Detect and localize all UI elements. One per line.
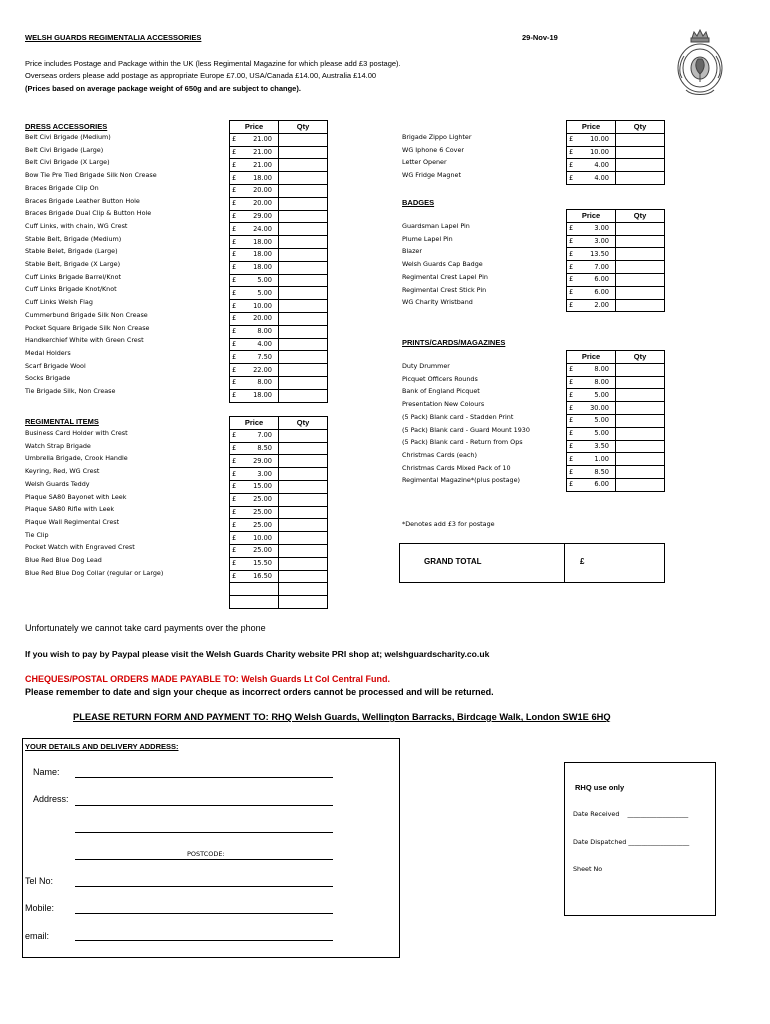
badge-row <box>567 222 665 235</box>
print-row <box>567 414 665 427</box>
dress-row <box>230 133 328 146</box>
print-price: £ 8.00 <box>567 363 616 376</box>
dress-item-name: Socks Brigade <box>25 374 71 383</box>
badge-item-name: Plume Lapel Pin <box>402 234 453 243</box>
address-field-line1[interactable] <box>75 805 333 806</box>
dress-price: £ 18.00 <box>230 172 279 185</box>
name-field[interactable] <box>75 777 333 778</box>
paypal-note: If you wish to pay by Paypal please visit the Welsh Guards Charity website PRI shop at; welshguardscharity.co.uk <box>25 649 490 659</box>
misc-item-name: WG Fridge Magnet <box>402 171 461 180</box>
badge-price: £ 6.00 <box>567 273 616 286</box>
delivery-details-heading: YOUR DETAILS AND DELIVERY ADDRESS: <box>25 742 179 751</box>
dress-price: £ 18.00 <box>230 236 279 249</box>
print-item-name: Christmas Cards (each) <box>402 450 477 459</box>
dress-row <box>230 159 328 172</box>
regimental-item-name: Keyring, Red, WG Crest <box>25 467 100 476</box>
misc-item-name: Letter Opener <box>402 158 447 167</box>
dress-item-name: Scarf Brigade Wool <box>25 361 86 370</box>
postage-info-line1: Price includes Postage and Package within the UK (less Regimental Magazine for which please add £3 postage). <box>25 59 401 68</box>
dress-qty-input[interactable] <box>279 133 328 146</box>
regimental-row <box>230 532 328 545</box>
print-row <box>567 376 665 389</box>
regimental-price: £ 16.50 <box>230 570 279 583</box>
dress-item-name: Braces Brigade Clip On <box>25 183 99 192</box>
form-date: 29-Nov-19 <box>522 33 558 42</box>
dress-item-name: Braces Brigade Leather Button Hole <box>25 196 140 205</box>
dress-price: £ 8.00 <box>230 325 279 338</box>
dress-row <box>230 389 328 402</box>
grand-total-label: GRAND TOTAL <box>424 557 482 566</box>
dress-row <box>230 172 328 185</box>
postage-footnote: *Denotes add £3 for postage <box>402 520 495 528</box>
email-field[interactable] <box>75 940 333 941</box>
regimental-qty-input[interactable] <box>279 506 328 519</box>
badge-price: £ 3.00 <box>567 222 616 235</box>
qty-column-header: Qty <box>616 121 665 134</box>
dress-row <box>230 364 328 377</box>
tel-label: Tel No: <box>25 876 54 886</box>
badge-qty-input[interactable] <box>616 273 665 286</box>
regimental-price: £ 25.00 <box>230 506 279 519</box>
dress-item-name: Cuff Links Brigade Barrel/Knot <box>25 272 121 281</box>
dress-price: £ 7.50 <box>230 351 279 364</box>
regimental-qty-input[interactable] <box>279 557 328 570</box>
delivery-details-box <box>22 738 400 958</box>
print-item-name: Presentation New Colours <box>402 400 485 409</box>
regimental-row <box>230 506 328 519</box>
tel-field[interactable] <box>75 886 333 887</box>
address-label: Address: <box>33 794 69 804</box>
badge-item-name: Blazer <box>402 247 422 256</box>
qty-column-header: Qty <box>616 351 665 364</box>
regimental-qty-input[interactable] <box>279 493 328 506</box>
mobile-field[interactable] <box>75 913 333 914</box>
qty-column-header: Qty <box>616 210 665 223</box>
dress-price: £ 18.00 <box>230 389 279 402</box>
dress-row <box>230 274 328 287</box>
dress-qty-input[interactable] <box>279 300 328 313</box>
prints-heading: PRINTS/CARDS/MAGAZINES <box>402 338 506 347</box>
regimental-blank-row[interactable] <box>230 583 328 596</box>
cheques-payable-note: CHEQUES/POSTAL ORDERS MADE PAYABLE TO: Welsh Guards Lt Col Central Fund. <box>25 674 391 684</box>
dress-row <box>230 376 328 389</box>
regimental-qty-input[interactable] <box>279 570 328 583</box>
dress-row <box>230 325 328 338</box>
misc-qty-input[interactable] <box>616 159 665 172</box>
print-row <box>567 402 665 415</box>
regimental-price: £ 8.50 <box>230 442 279 455</box>
prints-table <box>566 350 665 492</box>
badge-item-name: Welsh Guards Cap Badge <box>402 260 483 269</box>
grand-total-box <box>399 543 665 583</box>
misc-price: £ 10.00 <box>567 133 616 146</box>
dress-qty-input[interactable] <box>279 351 328 364</box>
dress-row <box>230 248 328 261</box>
qty-column-header: Qty <box>279 121 328 134</box>
badges-heading: BADGES <box>402 198 435 207</box>
dress-qty-input[interactable] <box>279 261 328 274</box>
print-item-name: Bank of England Picquet <box>402 387 480 396</box>
print-price: £ 5.00 <box>567 427 616 440</box>
print-qty-input[interactable] <box>616 389 665 402</box>
dress-qty-input[interactable] <box>279 184 328 197</box>
dress-item-name: Cummerbund Brigade Silk Non Crease <box>25 310 148 319</box>
badge-item-name: Regimental Crest Lapel Pin <box>402 272 488 281</box>
welsh-guards-crest-icon <box>668 28 732 100</box>
print-price: £ 30.00 <box>567 402 616 415</box>
regimental-price: £ 29.00 <box>230 455 279 468</box>
regimental-item-name: Blue Red Blue Dog Collar (regular or Large) <box>25 568 164 577</box>
dress-price: £ 21.00 <box>230 159 279 172</box>
postcode-label: POSTCODE: <box>187 850 225 858</box>
badge-price: £ 6.00 <box>567 286 616 299</box>
regimental-item-name: Tie Clip <box>25 530 49 539</box>
badges-table <box>566 209 665 312</box>
date-received-label: Date Received ___________________ <box>573 810 689 818</box>
dress-row <box>230 287 328 300</box>
badge-item-name: WG Charity Wristband <box>402 298 473 307</box>
regimental-row <box>230 557 328 570</box>
print-item-name: Regimental Magazine*(plus postage) <box>402 476 520 485</box>
regimental-row <box>230 429 328 442</box>
print-qty-input[interactable] <box>616 453 665 466</box>
date-dispatched-field[interactable]: ___________________ <box>628 838 690 846</box>
dress-item-name: Handkerchief White with Green Crest <box>25 336 144 345</box>
dress-price: £ 4.00 <box>230 338 279 351</box>
misc-row <box>567 159 665 172</box>
print-row <box>567 478 665 491</box>
dress-qty-input[interactable] <box>279 159 328 172</box>
dress-qty-input[interactable] <box>279 172 328 185</box>
regimental-qty-input[interactable] <box>279 544 328 557</box>
print-qty-input[interactable] <box>616 402 665 415</box>
print-price: £ 1.00 <box>567 453 616 466</box>
badge-qty-input[interactable] <box>616 261 665 274</box>
dress-price: £ 5.00 <box>230 287 279 300</box>
dress-qty-input[interactable] <box>279 376 328 389</box>
dress-qty-input[interactable] <box>279 389 328 402</box>
misc-price: £ 4.00 <box>567 159 616 172</box>
postcode-field[interactable] <box>75 859 333 860</box>
misc-price: £ 4.00 <box>567 172 616 185</box>
print-item-name: Christmas Cards Mixed Pack of 10 <box>402 463 511 472</box>
dress-row <box>230 338 328 351</box>
dress-row <box>230 184 328 197</box>
print-item-name: (5 Pack) Blank card - Stadden Print <box>402 412 514 421</box>
print-qty-input[interactable] <box>616 363 665 376</box>
regimental-item-name: Plaque SA80 Bayonet with Leek <box>25 492 127 501</box>
regimental-item-name: Plaque SA80 Rifle with Leek <box>25 505 115 514</box>
badge-qty-input[interactable] <box>616 248 665 261</box>
regimental-row <box>230 570 328 583</box>
dress-price: £ 5.00 <box>230 274 279 287</box>
badge-qty-input[interactable] <box>616 222 665 235</box>
date-dispatched-label: Date Dispatched ___________________ <box>573 838 690 846</box>
print-qty-input[interactable] <box>616 478 665 491</box>
regimental-blank-row[interactable] <box>230 596 328 609</box>
dress-qty-input[interactable] <box>279 236 328 249</box>
dress-row <box>230 146 328 159</box>
print-row <box>567 427 665 440</box>
dress-price: £ 24.00 <box>230 223 279 236</box>
dress-row <box>230 210 328 223</box>
misc-price: £ 10.00 <box>567 146 616 159</box>
dress-qty-input[interactable] <box>279 364 328 377</box>
dress-item-name: Stable Belt, Brigade (X Large) <box>25 260 121 268</box>
dress-price: £ 21.00 <box>230 146 279 159</box>
mobile-label: Mobile: <box>25 903 55 913</box>
misc-row <box>567 146 665 159</box>
postage-note: (Prices based on average package weight of 650g and are subject to change). <box>25 84 301 93</box>
price-column-header: Price <box>230 121 279 134</box>
regimental-row <box>230 544 328 557</box>
dress-qty-input[interactable] <box>279 248 328 261</box>
misc-items-table <box>566 120 665 185</box>
dress-accessories-table <box>229 120 328 403</box>
print-item-name: (5 Pack) Blank card - Guard Mount 1930 <box>402 425 530 434</box>
regimental-row <box>230 493 328 506</box>
misc-row <box>567 172 665 185</box>
print-qty-input[interactable] <box>616 440 665 453</box>
regimental-item-name: Umbrella Brigade, Crook Handle <box>25 454 128 463</box>
dress-price: £ 20.00 <box>230 197 279 210</box>
misc-qty-input[interactable] <box>616 172 665 185</box>
date-received-field[interactable]: ___________________ <box>627 810 689 818</box>
dress-item-name: Pocket Square Brigade Silk Non Crease <box>25 323 150 332</box>
name-label: Name: <box>33 767 60 777</box>
badge-item-name: Guardsman Lapel Pin <box>402 222 470 230</box>
print-price: £ 8.00 <box>567 376 616 389</box>
badge-price: £ 13.50 <box>567 248 616 261</box>
dress-price: £ 22.00 <box>230 364 279 377</box>
grand-total-divider <box>564 544 565 582</box>
misc-qty-input[interactable] <box>616 133 665 146</box>
return-address-note: PLEASE RETURN FORM AND PAYMENT TO: RHQ Welsh Guards, Wellington Barracks, Birdcage Walk, London SW1E 6HQ <box>73 712 611 722</box>
badge-item-name: Regimental Crest Stick Pin <box>402 285 487 294</box>
regimental-price: £ 15.50 <box>230 557 279 570</box>
regimental-row <box>230 480 328 493</box>
print-qty-input[interactable] <box>616 427 665 440</box>
dress-item-name: Cuff Links Welsh Flag <box>25 298 93 307</box>
dress-row <box>230 261 328 274</box>
badge-row <box>567 248 665 261</box>
regimental-item-name: Welsh Guards Teddy <box>25 479 90 488</box>
sheet-no-label: Sheet No <box>573 865 603 873</box>
dress-price: £ 18.00 <box>230 261 279 274</box>
price-column-header: Price <box>567 351 616 364</box>
print-item-name: (5 Pack) Blank card - Return from Ops <box>402 438 523 447</box>
misc-item-name: Brigade Zippo Lighter <box>402 133 472 141</box>
dress-qty-input[interactable] <box>279 210 328 223</box>
regimental-price: £ 10.00 <box>230 532 279 545</box>
regimental-qty-input[interactable] <box>279 468 328 481</box>
print-item-name: Picquet Officers Rounds <box>402 374 478 383</box>
dress-price: £ 10.00 <box>230 300 279 313</box>
cheque-reminder-note: Please remember to date and sign your cheque as incorrect orders cannot be processed and will be returned. <box>25 687 494 697</box>
dress-item-name: Tie Brigade Silk, Non Crease <box>25 387 116 395</box>
print-qty-input[interactable] <box>616 414 665 427</box>
badge-price: £ 2.00 <box>567 299 616 312</box>
dress-accessories-heading: DRESS ACCESSORIES <box>25 122 108 131</box>
dress-qty-input[interactable] <box>279 274 328 287</box>
dress-item-name: Belt Civi Brigade (Large) <box>25 145 104 154</box>
dress-item-name: Stable Belet, Brigade (Large) <box>25 247 118 256</box>
dress-qty-input[interactable] <box>279 325 328 338</box>
print-price: £ 8.50 <box>567 466 616 479</box>
regimental-item-name: Blue Red Blue Dog Lead <box>25 556 102 564</box>
dress-qty-input[interactable] <box>279 338 328 351</box>
print-qty-input[interactable] <box>616 376 665 389</box>
regimental-item-name: Business Card Holder with Crest <box>25 429 128 437</box>
dress-item-name: Belt Civi Brigade (X Large) <box>25 158 110 167</box>
regimental-qty-input[interactable] <box>279 442 328 455</box>
badge-row <box>567 299 665 312</box>
dress-item-name: Cuff Links Brigade Knot/Knot <box>25 285 117 294</box>
price-column-header: Price <box>567 121 616 134</box>
regimental-items-table <box>229 416 328 609</box>
badge-price: £ 3.00 <box>567 235 616 248</box>
dress-item-name: Medal Holders <box>25 348 71 357</box>
email-label: email: <box>25 931 50 941</box>
badge-qty-input[interactable] <box>616 299 665 312</box>
dress-price: £ 20.00 <box>230 184 279 197</box>
regimental-price: £ 25.00 <box>230 519 279 532</box>
badge-qty-input[interactable] <box>616 286 665 299</box>
regimental-qty-input[interactable] <box>279 429 328 442</box>
regimental-row <box>230 519 328 532</box>
dress-price: £ 21.00 <box>230 133 279 146</box>
regimental-qty-input[interactable] <box>279 532 328 545</box>
print-row <box>567 389 665 402</box>
dress-qty-input[interactable] <box>279 312 328 325</box>
dress-item-name: Belt Civi Brigade (Medium) <box>25 133 111 141</box>
misc-row <box>567 133 665 146</box>
regimental-item-name: Plaque Wall Regimental Crest <box>25 517 120 526</box>
badge-row <box>567 261 665 274</box>
regimental-price: £ 25.00 <box>230 544 279 557</box>
print-price: £ 5.00 <box>567 389 616 402</box>
price-column-header: Price <box>230 417 279 430</box>
dress-row <box>230 312 328 325</box>
no-card-payments-note: Unfortunately we cannot take card payments over the phone <box>25 623 266 633</box>
misc-qty-input[interactable] <box>616 146 665 159</box>
print-item-name: Duty Drummer <box>402 362 450 370</box>
rhq-use-only-box <box>564 762 716 916</box>
regimental-item-name: Watch Strap Brigade <box>25 441 91 450</box>
regimental-price: £ 7.00 <box>230 429 279 442</box>
dress-row <box>230 351 328 364</box>
print-row <box>567 466 665 479</box>
regimental-row <box>230 455 328 468</box>
regimental-item-name: Pocket Watch with Engraved Crest <box>25 543 135 552</box>
badge-row <box>567 235 665 248</box>
print-price: £ 6.00 <box>567 478 616 491</box>
regimental-items-heading: REGIMENTAL ITEMS <box>25 417 99 426</box>
print-price: £ 5.00 <box>567 414 616 427</box>
regimental-qty-input[interactable] <box>279 455 328 468</box>
regimental-qty-input[interactable] <box>279 519 328 532</box>
regimental-row <box>230 442 328 455</box>
print-row <box>567 453 665 466</box>
qty-column-header: Qty <box>279 417 328 430</box>
print-row <box>567 440 665 453</box>
dress-qty-input[interactable] <box>279 287 328 300</box>
regimental-row <box>230 468 328 481</box>
badge-qty-input[interactable] <box>616 235 665 248</box>
postage-info-line2: Overseas orders please add postage as appropriate Europe £7.00, USA/Canada £14.00, Australia £14.00 <box>25 71 377 80</box>
page-title: WELSH GUARDS REGIMENTALIA ACCESSORIES <box>25 33 202 42</box>
dress-price: £ 8.00 <box>230 376 279 389</box>
price-column-header: Price <box>567 210 616 223</box>
grand-total-currency[interactable]: £ <box>580 557 585 566</box>
address-field-line2[interactable] <box>75 832 333 833</box>
dress-item-name: Bow Tie Pre Tied Brigade Silk Non Crease <box>25 171 157 180</box>
regimental-price: £ 3.00 <box>230 468 279 481</box>
dress-item-name: Cuff Links, with chain, WG Crest <box>25 221 128 230</box>
dress-qty-input[interactable] <box>279 197 328 210</box>
dress-row <box>230 300 328 313</box>
badge-row <box>567 286 665 299</box>
dress-price: £ 18.00 <box>230 248 279 261</box>
regimental-price: £ 15.00 <box>230 480 279 493</box>
dress-price: £ 29.00 <box>230 210 279 223</box>
rhq-heading: RHQ use only <box>575 783 625 792</box>
misc-item-name: WG Iphone 6 Cover <box>402 145 465 154</box>
badge-price: £ 7.00 <box>567 261 616 274</box>
regimental-qty-input[interactable] <box>279 480 328 493</box>
print-qty-input[interactable] <box>616 466 665 479</box>
dress-item-name: Braces Brigade Dual Clip & Button Hole <box>25 209 152 218</box>
print-price: £ 3.50 <box>567 440 616 453</box>
dress-price: £ 20.00 <box>230 312 279 325</box>
badge-row <box>567 273 665 286</box>
dress-row <box>230 197 328 210</box>
dress-qty-input[interactable] <box>279 223 328 236</box>
dress-row <box>230 223 328 236</box>
dress-item-name: Stable Belt, Brigade (Medium) <box>25 234 122 243</box>
print-row <box>567 363 665 376</box>
dress-qty-input[interactable] <box>279 146 328 159</box>
dress-row <box>230 236 328 249</box>
regimental-price: £ 25.00 <box>230 493 279 506</box>
